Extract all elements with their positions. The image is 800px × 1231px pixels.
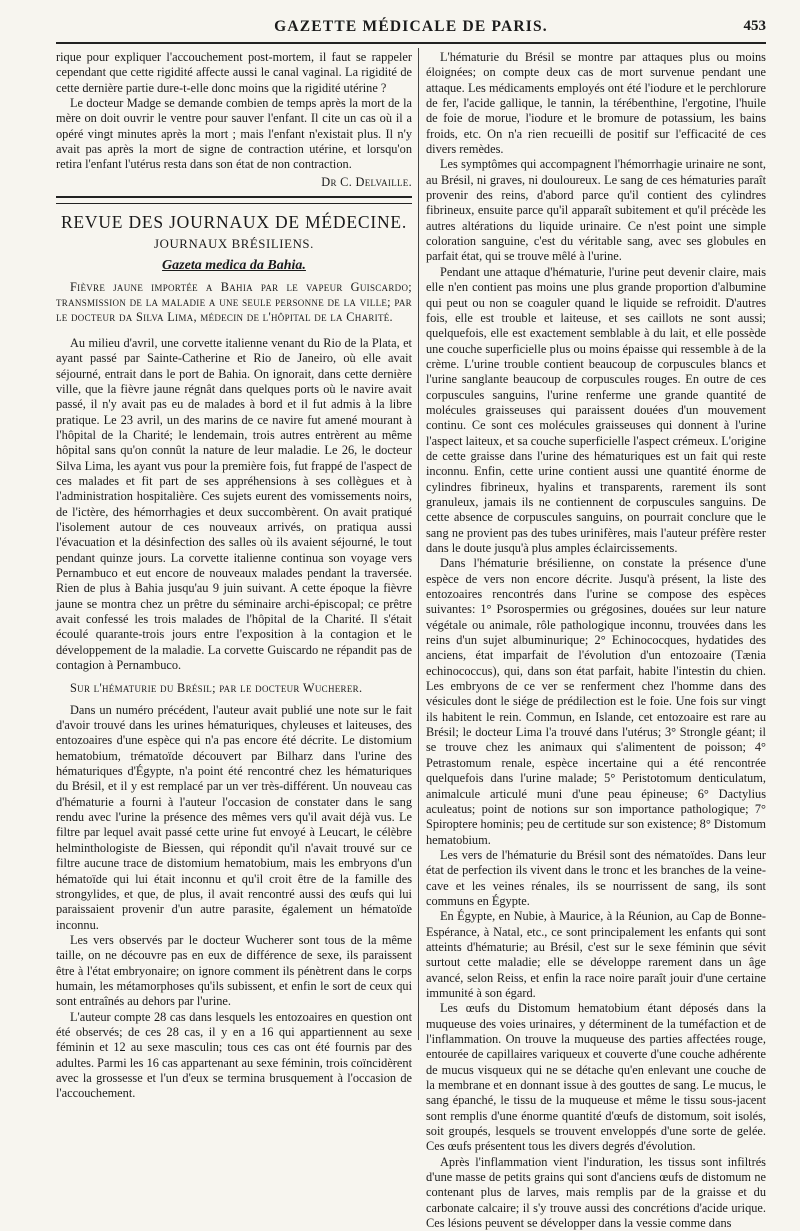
article-heading: Sur l'hématurie du Brésil; par le docteur Wucherer.	[70, 681, 363, 696]
paragraph: Les vers de l'hématurie du Brésil sont des nématoïdes. Dans leur état de perfection ils vivent dans le tronc et les branches de la veine-cave et les veines rénales, ils se nourrissent de sang, ils sont communs en Égypte.	[426, 847, 766, 908]
paragraph: L'auteur compte 28 cas dans lesquels les entozoaires en question ont été observés; de ces 28 cas, il y en a 16 qui appartiennent au sexe féminin et 12 au sexe masculin; tous ces cas ont été fournis par des adultes. Parmi les 16 cas appartenant au sexe féminin, trois coïncidèrent avec la grossesse et l'un d'eux se termina brusquement à l'occasion de l'accouchement.	[56, 1009, 412, 1101]
left-column	[56, 50, 412, 1101]
paragraph: Le docteur Madge se demande combien de temps après la mort de la mère on doit ouvrir le ventre pour sauver l'enfant. Il cite un cas où il a opéré vingt minutes après la mort ; mais l'enfant n'existait plus. Il n'y avait pas après la mort de signe de contraction utérine, et lorsqu'on retira l'enfant l'utérus resta dans son état de non contraction.	[56, 96, 412, 172]
right-column	[426, 50, 766, 1231]
paragraph: Les œufs du Distomum hematobium étant déposés dans la muqueuse des voies urinaires, y déterminent de la tuméfaction et de l'inflammation. On trouve la muqueuse des parties affectées rouge, entourée de capillaires variqueux et couverte d'une couche adhérente de mucus visqueux qui ne se détache qu'en enlevant une couche de la membrane et en donnant issue à des gouttes de sang. Le mucus, le sang épanché, le tissu de la muqueuse et même le tissu sous-jacent sont remplis d'une énorme quantité d'œufs de distomum, soit isolés, soit groupés, lesquels se trouvent enveloppés d'une sorte de gelée. Ces œufs présentent tous les divers degrés d'évolution.	[426, 1001, 766, 1154]
section-title: REVUE DES JOURNAUX DE MÉDECINE.	[60, 212, 408, 233]
paragraph: Les vers observés par le docteur Wucherer sont tous de la même taille, on ne découvre pas en eux de différence de sexe, ils paraissent être à l'état embryonaire; on ignore comment ils pénètrent dans le corps humain, les métamorphoses qu'ils subissent, et enfin le sort de ceux qui sont entraînés au dehors par l'urine.	[56, 932, 412, 1009]
paragraph: Pendant une attaque d'hématurie, l'urine peut devenir claire, mais elle n'en contient pas moins une plus grande proportion d'albumine qui peut ou non se coaguler quand le liquide se refroidit. D'autres fois, elle est trouble et laiteuse, et ses caillots ne sont aussi; quelquefois, elle est exactement semblable à du lait, et elle possède une couche superficielle plus ou moins épaisse qui ressemble à de la crème. L'urine trouble contient beaucoup de corpuscules blancs et l'urine sanglante beaucoup de corpuscules rouges. En outre de ces corpuscules sanguins, l'urine renferme une grande quantité de molécules graisseuses qui paraissent douées d'un mouvement continu. Ce sont ces molécules graisseuses qui donnent à l'urine l'aspect laiteux, et sa couche superficielle l'aspect crémeux. L'origine de cette graisse dans l'urine des hématuriques est un fait qui reste inconnu. Enfin, cette urine contient aussi une quantité énorme de cylindres fibrineux, hyalins et transparents, rarement ils sont granuleux, jamais ils ne contiennent de corpuscules sanguins. De cette absence de corpuscules sanguins, on pourrait conclure que le sang ne provient pas des tubes urinifères, mais l'auteur préfère rester dans le doute jusqu'à plus amples éclaircissements.	[426, 264, 766, 555]
article-heading: Fièvre jaune importée a Bahia par le vapeur Guiscardo; transmission de la maladie a une seule personne de la ville; par le docteur da Silva Lima, médecin de l'hôpital de la Charité.	[56, 279, 412, 325]
paragraph: Au milieu d'avril, une corvette italienne venant du Rio de la Plata, et ayant passé par Sainte-Catherine et Rio de Janeiro, où elle avait séjourné, entrait dans le port de Bahia. On ignorait, dans cette dernière ville, que la fièvre jaune régnât dans quelques ports où le navire avait passé, il n'y avait pas eu de malades à bord et il fut admis à la libre pratique. Le 23 avril, un des marins de ce navire fut amené mourant à l'hôpital de la Charité; le lendemain, trois autres entrèrent au même hôpital sans qu'on connût la nature de leur maladie. Le 26, le docteur Silva Lima, les ayant vus pour la première fois, fut frappé de l'aspect de ces malades et fit part de ses appréhensions à ses collègues et à l'administration hospitalière. Ces sujets eurent des vomissements noirs, de l'ictère, des hémorrhagies et deux succombèrent. On avait pratiqué l'isolement autour de ces nouveaux arrivés, on pratiqua aussi l'évacuation et la désinfection des salles où ils avaient séjourné, le tout pendant quinze jours. La corvette italienne continua son voyage vers Pernambuco et eut encore de nouveaux malades pendant la traversée. Rien de plus à Bahia jusqu'au 9 juin suivant. A cette époque la fièvre jaune se montra chez un prêtre du séminaire archi-épiscopal; ce prêtre avait confessé les trois malades de l'hôpital de la Charité. Il s'était écoulé quarante-trois jours entre l'exposition à la contagion et le développement de la maladie. La corvette Guiscardo ne répandit pas de contagion à Pernambuco.	[56, 335, 412, 673]
paragraph: Après l'inflammation vient l'induration, les tissus sont infiltrés d'une masse de petits grains qui sont d'anciens œufs de distomum ne contenant plus de larves, mais remplis par de la graisse et du carbonate calcaire; il s'y trouve aussi des concrétions d'acide urique. Ces lésions peuvent se développer dans la vessie comme dans	[426, 1154, 766, 1231]
journal-title: Gazeta medica da Bahia.	[162, 258, 306, 274]
paragraph: Les symptômes qui accompagnent l'hémorrhagie urinaire ne sont, au Brésil, ni graves, ni douloureux. Le sang de ces hématuries paraît provenir des reins, d'abord parce qu'il contient des cylindres fibrineux, ensuite parce qu'il apparaît subitement et qu'il précède les autres altérations du liquide urinaire. Ce n'est point une simple coloration sanguine, c'est du véritable sang, avec ses globules en parfait état, qui se trouve mêlé à l'urine.	[426, 157, 766, 264]
paragraph: rique pour expliquer l'accouchement post-mortem, il faut se rappeler cependant que cette rigidité affecte aussi le canal vaginal. La rigidité de cette dernière partie dure-t-elle donc moins que la rigidité utérine ?	[56, 50, 412, 95]
section-separator	[56, 196, 412, 204]
paragraph: Dans un numéro précédent, l'auteur avait publié une note sur le fait d'avoir trouvé dans les urines hématuriques, chyleuses et laiteuses, des entozoaires d'une espèce qui n'a pas encore été décrite. Le distomium hematobium, trématoïde découvert par Bilharz dans l'urine des hématuriques d'Égypte, n'a point été rencontré chez les hématuriques du Brésil, et il y est remplacé par un ver très-différent. Un nouveau cas d'hématurie a fourni à l'auteur l'occasion de constater dans le sang rendu avec l'urine la présence des mêmes vers qu'il avait déjà vus. Le filtre par lequel avait passé cette urine fut envoyé à Leucart, le célèbre helminthologiste de Biessen, qui répondit qu'il n'avait trouvé sur ce filtre aucune trace de distomium hematobium, mais les embryons d'un hématoïde qui lui était inconnu et qu'il croit être de la famille des strongylides, et que, de plus, il avait rencontré aussi des œufs qui lui paraissaient provenir d'un autre parasite, également un hématoïde inconnu.	[56, 702, 412, 932]
paragraph: En Égypte, en Nubie, à Maurice, à la Réunion, au Cap de Bonne-Espérance, à Natal, etc., ce sont principalement les enfants qui sont atteints d'hématurie; au Brésil, c'est sur le sexe féminin que sévit surtout cette maladie; elle se développe rarement dans un âge avancé, selon Reiss, et enfin la race noire paraît jouir d'une certaine immunité à son égard.	[426, 909, 766, 1000]
paragraph: L'hématurie du Brésil se montre par attaques plus ou moins éloignées; on compte deux cas de mort survenue pendant une attaque. Les médicaments employés ont été l'iodure et le perchlorure de fer, l'acide gallique, le tannin, la térébenthine, l'ergotine, l'huile de foie de morue, l'iodure et le bromure de potassium, les bains froids, etc. On n'a rien recueilli de positif sur l'efficacité de ces divers remèdes.	[426, 50, 766, 157]
running-title: GAZETTE MÉDICALE DE PARIS.	[274, 18, 548, 35]
paragraph: Dans l'hématurie brésilienne, on constate la présence d'une espèce de vers non encore décrite. Jusqu'à présent, la liste des entozoaires rencontrés dans l'urine se compose des espèces suivantes: 1° Psorospermies ou grégosines, douées sur leur nature végétale ou animale, rôle pathologique inconnu, trouvées dans les reins d'un sujet albuminurique; 2° Echinococques, hydatides des anciens, état imparfait de l'évolution d'un entozoaire (Tænia echinococcus), qui, dans son état parfait, habite l'intestin du chien. Les embryons de ce ver se renferment chez l'homme dans des vésicules dont le siége de prédilection est le foie. Une fois sur vingt ils habitent le rein. Commun, en Islande, cet entozoaire est rare au Brésil; le docteur Lima l'a trouvé dans l'utérus; 3° Strongle géant; il se trouve chez les animaux qui s'alimentent de poisson; 4° Petrastomum renale, espèce incertaine qui a été rencontrée quelquefois dans l'urine malade; 5° Peristotomum denticulatum, animalcule articulé muni d'une peau épineuse; 6° Dactylius aculeatus; point de notions sur son importance pathologique; 7° Spiroptere hominis; peu de certitude sur son existence; 8° Distomum hematobium.	[426, 556, 766, 847]
author-signature: Dr C. Delvaille.	[321, 174, 412, 189]
subsection-title: JOURNAUX BRÉSILIENS.	[154, 237, 314, 252]
page-number: 453	[743, 18, 766, 34]
page-header	[56, 18, 766, 44]
column-divider	[418, 48, 419, 1040]
